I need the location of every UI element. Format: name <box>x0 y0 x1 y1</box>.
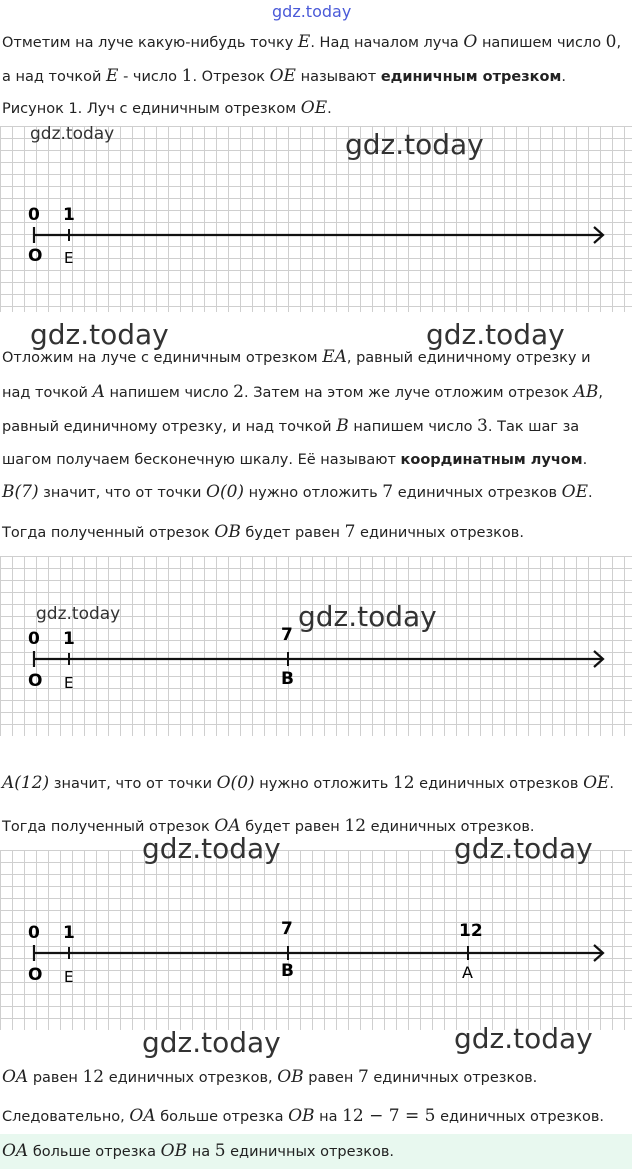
paragraph-3 <box>2 522 524 543</box>
paragraph-2-line-1 <box>2 347 591 368</box>
figure-1-grid <box>0 126 632 312</box>
tick-label-7: 7 <box>281 919 293 939</box>
text: больше отрезка <box>155 1109 289 1125</box>
text: нужно отложить <box>254 776 393 792</box>
point-label-b: B <box>281 669 294 689</box>
text: напишем число <box>348 419 478 435</box>
text: . <box>588 485 593 501</box>
text: единичных отрезков. <box>225 1144 395 1160</box>
math: A(12) <box>2 773 50 793</box>
text: . <box>609 776 615 792</box>
ray-1 <box>0 126 632 312</box>
paragraph-2-line-2 <box>2 382 603 403</box>
point-label-o: O <box>28 671 43 691</box>
watermark: gdz.today <box>142 1026 281 1059</box>
math: O(0) <box>216 773 255 793</box>
text: единичных отрезков. <box>435 1109 604 1125</box>
math: 7 <box>357 1067 369 1087</box>
text: над точкой <box>2 385 93 401</box>
watermark: gdz.today <box>298 600 437 633</box>
text: Тогда полученный отрезок <box>2 819 215 835</box>
math: OE <box>561 482 588 502</box>
tick-label-1: 1 <box>63 629 75 649</box>
math: OE <box>300 98 328 118</box>
tick-label-7: 7 <box>281 625 293 645</box>
tick-label-0: 0 <box>28 923 40 943</box>
math: 7 <box>382 482 394 502</box>
text: единичных отрезков <box>414 776 584 792</box>
text: равный единичному отрезку, и над точкой <box>2 419 337 435</box>
math: OE <box>269 66 296 86</box>
text: нужно отложить <box>244 485 383 501</box>
math: OE <box>583 773 610 793</box>
text: будет равен <box>240 525 345 541</box>
text: Рисунок 1. Луч с единичным отрезком <box>2 101 301 117</box>
tick-label-12: 12 <box>459 921 483 941</box>
point-label-a: A <box>462 963 473 982</box>
math: OB <box>160 1141 188 1161</box>
text: значит, что от точки <box>38 485 207 501</box>
figure-3-grid <box>0 832 632 1059</box>
math: 3 <box>477 416 488 436</box>
watermark: gdz.today <box>345 128 484 161</box>
tick-label-0: 0 <box>28 629 40 649</box>
answer-highlight <box>0 1134 632 1169</box>
paragraph-7 <box>2 1106 604 1127</box>
math: B(7) <box>2 482 39 502</box>
math: OB <box>277 1067 304 1087</box>
point-label-e: E <box>64 674 74 692</box>
text: . Так шаг за <box>487 419 580 435</box>
math: E <box>106 66 119 86</box>
math: E <box>297 32 311 52</box>
math: 5 <box>214 1141 226 1161</box>
text: . <box>561 69 566 85</box>
text: будет равен <box>240 819 345 835</box>
text: , <box>616 35 622 51</box>
point-label-b: B <box>281 961 294 981</box>
text: - число <box>118 69 182 85</box>
paragraph-4 <box>2 773 614 794</box>
paragraph-6 <box>2 1067 537 1088</box>
term-unit-segment: единичным отрезком <box>380 69 562 85</box>
text: единичных отрезков, <box>104 1070 278 1086</box>
text: на <box>187 1144 215 1160</box>
math: 12 <box>82 1067 105 1087</box>
text: Отложим на луче с единичным отрезком <box>2 350 323 366</box>
watermark-top: gdz.today <box>272 2 352 21</box>
text: . Над началом луча <box>310 35 464 51</box>
math: OA <box>129 1106 156 1126</box>
point-label-e: E <box>64 968 74 986</box>
text: Тогда полученный отрезок <box>2 525 215 541</box>
math: B <box>336 416 349 436</box>
watermark: gdz.today <box>426 318 565 351</box>
point-label-o: O <box>28 246 43 266</box>
math: OA <box>2 1141 29 1161</box>
watermark: gdz.today <box>142 832 281 865</box>
text: значит, что от точки <box>49 776 217 792</box>
text: напишем число <box>104 385 234 401</box>
watermark: gdz.today <box>36 604 121 624</box>
text: равен <box>303 1070 358 1086</box>
math: EA <box>322 347 347 367</box>
math: 7 <box>344 522 356 542</box>
figure-2-grid <box>0 556 632 736</box>
text: равен <box>28 1070 83 1086</box>
text: шагом получаем бесконечную шкалу. Её называют <box>2 452 401 468</box>
text: Следовательно, <box>2 1109 130 1125</box>
math: 12 <box>392 773 415 793</box>
tick-label-1: 1 <box>63 923 75 943</box>
text: а над точкой <box>2 69 107 85</box>
text: . <box>582 452 588 468</box>
figure-caption <box>2 98 332 119</box>
math: OB <box>288 1106 315 1126</box>
text: больше отрезка <box>28 1144 161 1160</box>
text: называют <box>295 69 381 85</box>
math: AB <box>573 382 599 402</box>
paragraph-2-line-3 <box>2 416 579 437</box>
ray-3 <box>0 850 632 1030</box>
text: единичных отрезков. <box>355 525 524 541</box>
tick-label-0: 0 <box>28 205 40 225</box>
watermark: gdz.today <box>30 124 115 144</box>
text: Отметим на луче какую-нибудь точку <box>2 35 298 51</box>
watermark: gdz.today <box>454 1022 593 1055</box>
watermark: gdz.today <box>30 318 169 351</box>
math: OA <box>2 1067 29 1087</box>
math: O(0) <box>206 482 245 502</box>
text: единичных отрезков <box>393 485 562 501</box>
math: OA <box>214 816 241 836</box>
point-label-o: O <box>28 965 43 985</box>
math: 2 <box>233 382 244 402</box>
text: . Затем на этом же луче отложим отрезок <box>244 385 574 401</box>
text: . <box>327 101 332 117</box>
math: 1 <box>181 66 193 86</box>
math: OB <box>214 522 241 542</box>
text: единичных отрезков. <box>366 819 535 835</box>
paragraph-2-line-4 <box>2 450 587 470</box>
watermark: gdz.today <box>454 832 593 865</box>
point-label-e: E <box>64 249 74 267</box>
text: напишем число <box>477 35 606 51</box>
paragraph-1-line-1 <box>2 32 621 53</box>
math: 12 <box>344 816 367 836</box>
text: , равный единичному отрезку и <box>346 350 591 366</box>
math: A <box>92 382 105 402</box>
text: . Отрезок <box>192 69 270 85</box>
term-coordinate-ray: координатным лучом <box>400 452 583 468</box>
math: O <box>463 32 478 52</box>
paragraph-1-line-2 <box>2 66 566 87</box>
ray-2 <box>0 556 632 736</box>
text: , <box>598 385 603 401</box>
math: 0 <box>605 32 617 52</box>
paragraph-2-line-5 <box>2 482 593 503</box>
tick-label-1: 1 <box>63 205 75 225</box>
text: на <box>314 1109 343 1125</box>
text: единичных отрезков. <box>368 1070 538 1086</box>
math: 12 − 7 = 5 <box>342 1106 436 1126</box>
